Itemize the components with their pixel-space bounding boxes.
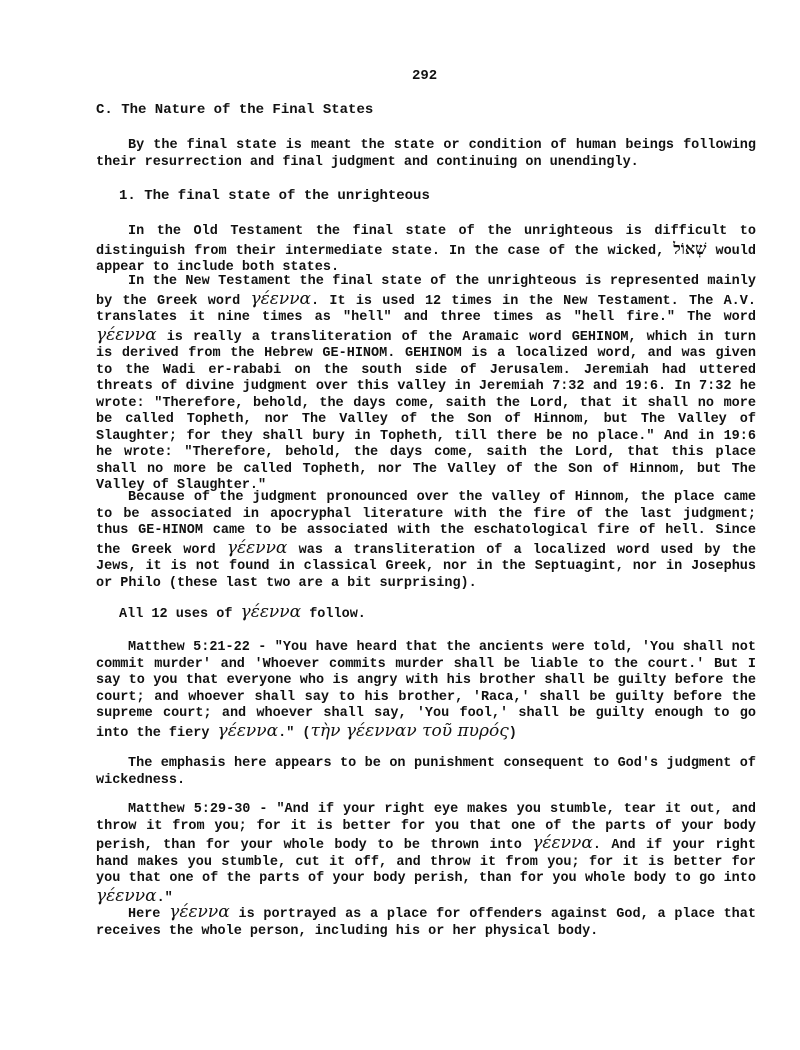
paragraph-new-testament — [96, 274, 756, 495]
uses-text-b: follow. — [309, 607, 366, 622]
paragraph-old-testament — [96, 224, 756, 277]
hebrew-sheol: שְׁאוֹל — [673, 238, 707, 258]
matthew-5-21-comment: The emphasis here appears to be on punishment consequent to God's judgment of wickedness. — [96, 756, 756, 788]
greek-gehenna: γέεννα — [96, 324, 157, 345]
matthew-5-29-quote — [96, 802, 756, 907]
matt5-21-text-b: ." ( — [278, 725, 311, 741]
matt5-29-text-c: ." — [156, 890, 173, 906]
p1-text-b: would appear to include both states. — [96, 243, 756, 275]
subsection-heading-1: 1. The final state of the unrighteous — [119, 188, 430, 204]
greek-gehenna: γέεννα — [217, 720, 279, 741]
matt5-29-text-b: . And if your right hand makes you stumble, cut it off, and throw it from you; for it is better for you that one of the parts of your body perish, than for you whole body to go into — [96, 838, 756, 886]
greek-gehenna: γέεννα — [96, 885, 157, 906]
comment-text-b: is portrayed as a place for offenders against God, a place that receives the whole person, including his or her physical body. — [96, 907, 756, 939]
greek-gehenna: γέεννα — [169, 902, 230, 922]
greek-gehenna: γέεννα — [240, 602, 302, 622]
matt5-21-text-c: ) — [508, 725, 517, 741]
comment-text-a: Here — [128, 907, 161, 922]
greek-gehenna: γέεννα — [250, 288, 312, 309]
uses-text-a: All 12 uses of — [119, 607, 233, 622]
intro-paragraph: By the final state is meant the state or condition of human beings following their resurrection and final judgment and continuing on unendingly. — [96, 138, 756, 170]
matthew-5-29-comment — [96, 904, 756, 940]
uses-intro-line — [119, 604, 779, 624]
p3-text-b: was a transliteration of a localized word used by the Jews, it is not found in classical Greek, nor in the Septuagint, nor in Josephus or Philo (these last two are a bit surprising). — [96, 542, 756, 591]
p2-text-a: In the New Testament the final state of the unrighteous is represented mainly by the Greek word — [96, 274, 756, 309]
page-number: 292 — [412, 68, 438, 84]
matt5-21-text-a: Matthew 5:21-22 - "You have heard that the ancients were told, 'You shall not commit murder' and 'Whoever commits murder shall be liable to the court.' But I say to you that everyone who is angry with his brother shall be guilty before the court; and whoever shall say to his brother, 'Raca,' shall be guilty before the supreme court; and whoever shall say, 'You fool,' shall be guilty enough to go into the fiery — [96, 640, 756, 741]
greek-phrase: τὴν γέενναν τοῦ πυρός — [310, 720, 509, 741]
matthew-5-21-quote — [96, 640, 756, 742]
matt5-29-text-a: Matthew 5:29-30 - "And if your right eye makes you stumble, tear it out, and throw it from you; for it is better for you that one of the parts of your body perish, than for your whole body to be thrown into — [96, 802, 756, 853]
greek-gehenna: γέεννα — [226, 537, 288, 558]
p2-text-c: is really a transliteration of the Aramaic word GEHINOM, which in turn is derived from the Hebrew GE-HINOM. GEHINOM is a localized word, and was given to the Wadi er-rababi on the south side of Jerusalem. Jeremiah had uttered threats of divine judgment over this valley in Jeremiah 7:32 and 19:6. In 7:32 he wrote: "Therefore, behold, the days come, saith the Lord, that it shall no more be called Topheth, nor The Valley of the Son of Hinnom, but The Valley of Slaughter; for they shall bury in Topheth, till there be no place." And in 19:6 he wrote: "Therefore, behold, the days come, saith the Lord, that this place shall no more be called Topheth, nor The Valley of the Son of Hinnom, but The Valley of Slaughter." — [96, 329, 756, 493]
p1-text-a: In the Old Testament the final state of the unrighteous is difficult to distinguish from their intermediate state. In the case of the wicked, — [96, 224, 756, 259]
p3-text-a: Because of the judgment pronounced over the valley of Hinnom, the place came to be associated in apocryphal literature with the fire of the last judgment; thus GE-HINOM came to be associated with the eschatological fire of hell. Since the Greek word — [96, 490, 756, 558]
greek-gehenna: γέεννα — [532, 833, 593, 853]
paragraph-judgment-hinnom — [96, 490, 756, 592]
p2-text-b: . It is used 12 times in the New Testament. The A.V. translates it nine times as "hell" and three times as "hell fire." The word — [96, 293, 756, 325]
section-heading-c: C. The Nature of the Final States — [96, 102, 374, 118]
